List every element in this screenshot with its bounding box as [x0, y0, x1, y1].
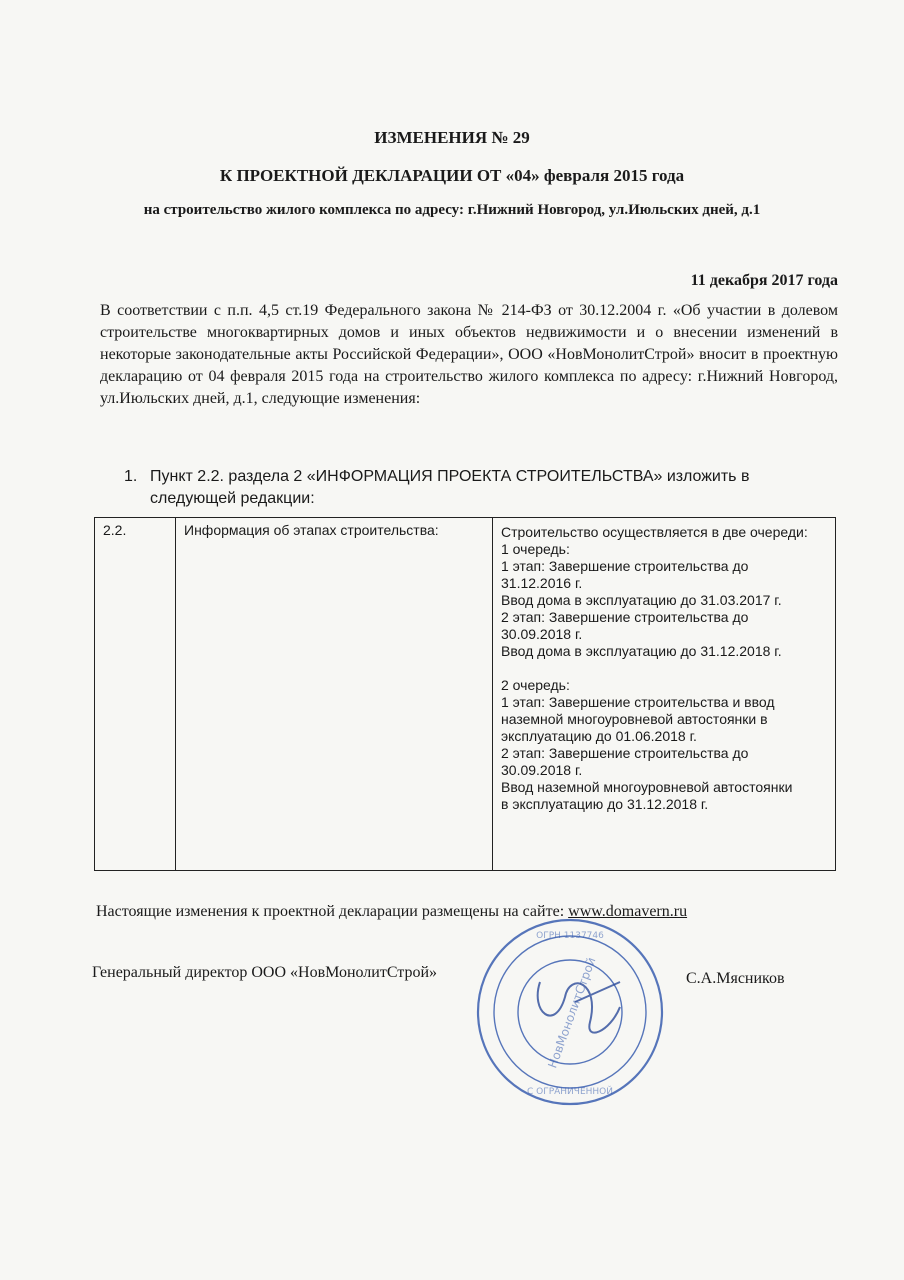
document-object: на строительство жилого комплекса по адресу: г.Нижний Новгород, ул.Июльских дней, д.1: [143, 202, 761, 218]
row-label-cell: Информация об этапах строительства:: [176, 518, 493, 871]
signer-name: С.А.Мясников: [686, 970, 785, 987]
content-line: 1 этап: Завершение строительства и ввод: [501, 694, 775, 710]
content-line: 2 очередь:: [501, 677, 570, 693]
content-line: наземной многоуровневой автостоянки в: [501, 711, 768, 727]
company-stamp: [470, 912, 670, 1112]
document-subtitle: К ПРОЕКТНОЙ ДЕКЛАРАЦИИ ОТ «04» февраля 2015 года: [219, 166, 685, 185]
declaration-table: [94, 517, 836, 871]
svg-text:ОГРН 1137746: ОГРН 1137746: [536, 931, 604, 941]
content-spacer: [501, 660, 827, 677]
signer-title: Генеральный директор ООО «НовМонолитСтрой»: [92, 964, 438, 981]
site-link[interactable]: www.domavern.ru: [568, 903, 688, 920]
content-line: 2 этап: Завершение строительства до: [501, 745, 749, 761]
content-line: 30.09.2018 г.: [501, 762, 583, 778]
content-line: 2 этап: Завершение строительства до: [501, 609, 749, 625]
list-item: [124, 466, 814, 510]
list-item-text: Пункт 2.2. раздела 2 «ИНФОРМАЦИЯ ПРОЕКТА СТРОИТЕЛЬСТВА» изложить в следующей редакции:: [150, 468, 750, 507]
document-date: 11 декабря 2017 года: [690, 272, 838, 289]
row-content-cell: [493, 518, 836, 871]
content-line: Строительство осуществляется в две очереди:: [501, 524, 808, 540]
content-line: 30.09.2018 г.: [501, 626, 583, 642]
intro-paragraph: В соответствии с п.п. 4,5 ст.19 Федерального закона № 214-ФЗ от 30.12.2004 г. «Об участии в долевом строительстве многоквартирных домов и иных объектов недвижимости и о внесении изменений в некоторые законодательные акты Российской Федерации», ООО «НовМонолитСтрой» вносит в проектную декларацию от 04 февраля 2015 года на строительство жилого комплекса по адресу: г.Нижний Новгород, ул.Июльских дней, д.1, следующие изменения:: [100, 302, 838, 407]
document-title: ИЗМЕНЕНИЯ № 29: [374, 128, 530, 147]
content-line: 31.12.2016 г.: [501, 575, 583, 591]
svg-text:С ОГРАНИЧЕННОЙ: С ОГРАНИЧЕННОЙ: [526, 1087, 614, 1097]
content-line: 1 этап: Завершение строительства до: [501, 558, 749, 574]
row-number-cell: 2.2.: [95, 518, 176, 871]
content-line: в эксплуатацию до 31.12.2018 г.: [501, 796, 709, 812]
content-line: 1 очередь:: [501, 541, 570, 557]
list-item-number: 1.: [124, 468, 138, 485]
svg-text:НовМонолитСтрой: НовМонолитСтрой: [545, 955, 599, 1071]
content-line: эксплуатацию до 01.06.2018 г.: [501, 728, 697, 744]
content-line: Ввод дома в эксплуатацию до 31.03.2017 г.: [501, 592, 782, 608]
table-row: [95, 518, 836, 871]
content-line: Ввод дома в эксплуатацию до 31.12.2018 г.: [501, 643, 782, 659]
content-line: Ввод наземной многоуровневой автостоянки: [501, 779, 793, 795]
site-note-text: Настоящие изменения к проектной декларации размещены на сайте:: [96, 903, 565, 920]
